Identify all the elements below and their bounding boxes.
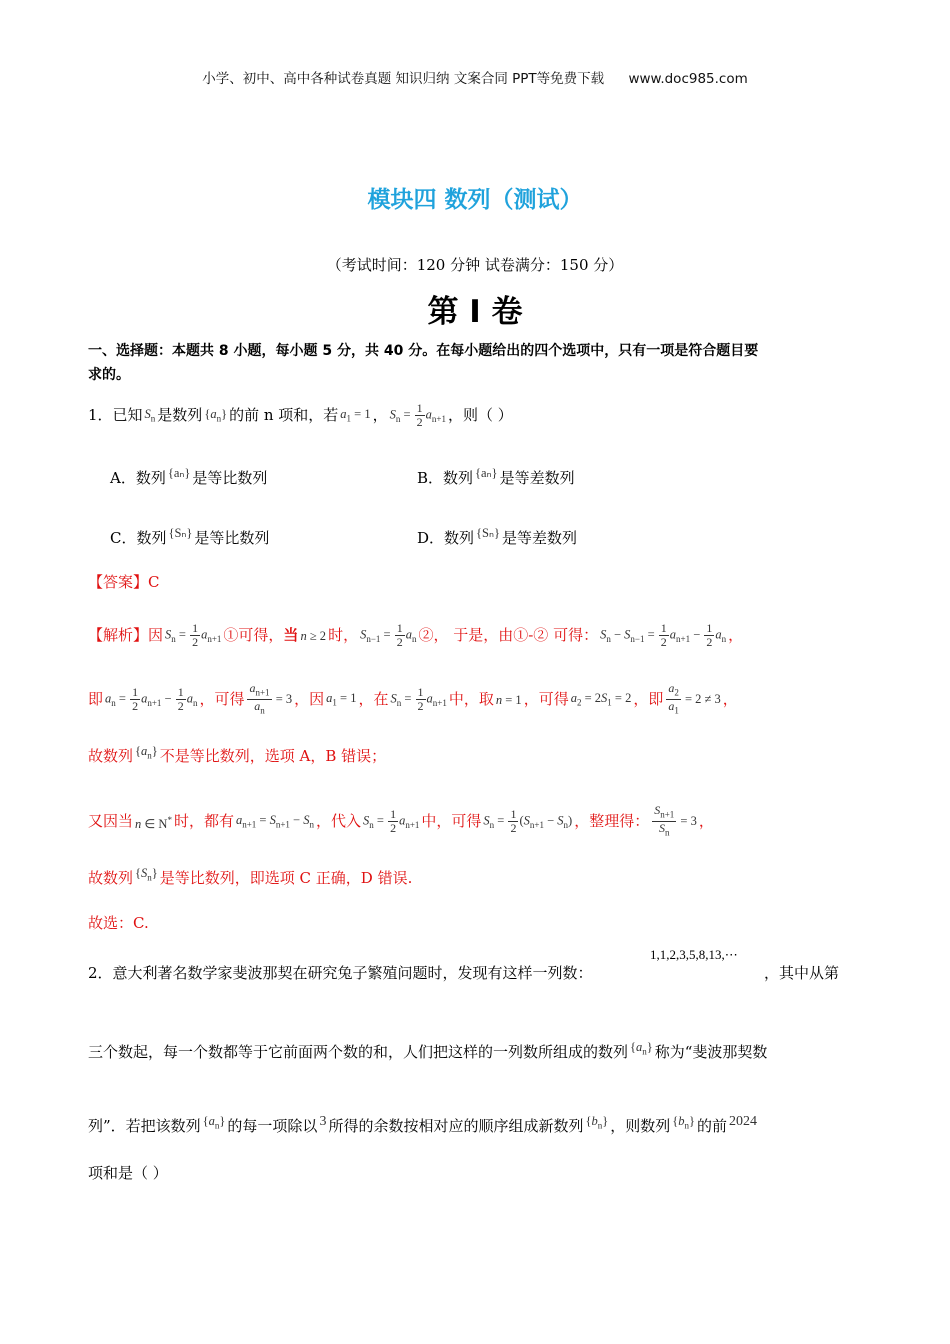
math-a1-eq-1: $a_1 = 1$ [340,406,371,424]
math-sn-formula: $S_n$ = $\frac{1}{2}$ $a_{n+1}$ [389,401,446,429]
analysis-line-4: 又因当 n ∈ N* 时，都有 $a_{n+1} = S_{n+1} - S_n$ ，代入 $S_n$ = $\frac{1}{2}$ $a_{n+1}$ 中，可得 $S_n$ = $\frac{1}{2}$ $(S_{n+1} - S_n)$ ，整理得： $\frac{S_{n+1}}{S_n}$ = 3 ， [88,803,714,838]
option-a[interactable]: A．数列 {aₙ} 是等比数列 [110,466,268,487]
header-url[interactable]: www.doc985.com [628,71,748,87]
analysis-line-3: 故数列 $\{a_n\}$ 不是等比数列，选项 A，B 错误； [88,744,387,765]
question-2-line-2: 三个数起，每一个数都等于它前面两个数的和，人们把这样的一列数所组成的数列 $\{a_n\}$ 称为“斐波那契数 [88,1040,768,1061]
exam-info: （考试时间：120 分钟 试卷满分：150 分） [326,256,624,274]
site-header [0,68,950,90]
question-2-line-3: 列”．若把该数列 $\{a_n\}$ 的每一项除以 3 所得的余数按相对应的顺序组成新数列 $\{b_n\}$ ，则数列 $\{b_n\}$ 的前 2024 [88,1114,757,1135]
option-d[interactable]: D．数列 {Sₙ} 是等差数列 [417,526,577,547]
math-an-seq: $\{a_n\}$ [204,406,228,424]
analysis-conclusion: 故选：C. [88,914,149,932]
answer-label: 【答案】C [88,573,160,591]
section-heading-line2: 求的。 [88,367,130,383]
page-title: 模块四 数列（测试） [367,187,583,213]
question-2-line-4: 项和是（ ） [88,1164,168,1182]
question-2-line-1: 2．意大利著名数学家斐波那契在研究兔子繁殖问题时，发现有这样一列数： [88,964,593,982]
option-c[interactable]: C．数列 {Sₙ} 是等比数列 [110,526,270,547]
question-1-stem: 1．已知 $S_n$ 是数列 $\{a_n\}$ 的前 n 项和，若 $a_1 = 1$ ， $S_n$ = $\frac{1}{2}$ $a_{n+1}$ ，则（ ） [88,401,513,429]
volume-heading: 第 I 卷 [427,294,523,330]
question-2-line-1-end: ，其中从第 [764,964,840,982]
analysis-line-5: 故数列 $\{S_n\}$ 是等比数列，即选项 C 正确，D 错误. [88,866,413,887]
analysis-line-1: 【解析】因 $S_n$ = $\frac{1}{2}$ $a_{n+1}$ ①可得，当 n ≥ 2 时， $S_{n-1}$ = $\frac{1}{2}$ $a_n$ ②， 于是，由①-② 可得： $S_n - S_{n-1}$ = $\frac{1}{2}$ $a_{n+1}$ − $\frac{1}{2}$ $a_n$ ， [88,621,744,649]
math-sn: $S_n$ [144,406,156,424]
option-b[interactable]: B．数列 {aₙ} 是等差数列 [417,466,575,487]
fibonacci-sequence: 1,1,2,3,5,8,13,⋯ [650,947,738,962]
section-heading-line1: 一、选择题：本题共 8 小题，每小题 5 分，共 40 分。在每小题给出的四个选项中，只有一项是符合题目要 [88,343,759,359]
header-text: 小学、初中、高中各种试卷真题 知识归纳 文案合同 PPT等免费下载 [202,71,605,87]
analysis-line-2: 即 $a_n$ = $\frac{1}{2}$ $a_{n+1}$ − $\frac{1}{2}$ $a_n$ ，可得 $\frac{a_{n+1}}{a_n}$ = 3 ，因 $a_1 = 1$ ，在 $S_n$ = $\frac{1}{2}$ $a_{n+1}$ 中，取 n = 1 ，可得 $a_2 = 2S_1 = 2$ ，即 $\frac{a_2}{a_1}$ = 2 ≠ 3 ， [88,681,738,716]
